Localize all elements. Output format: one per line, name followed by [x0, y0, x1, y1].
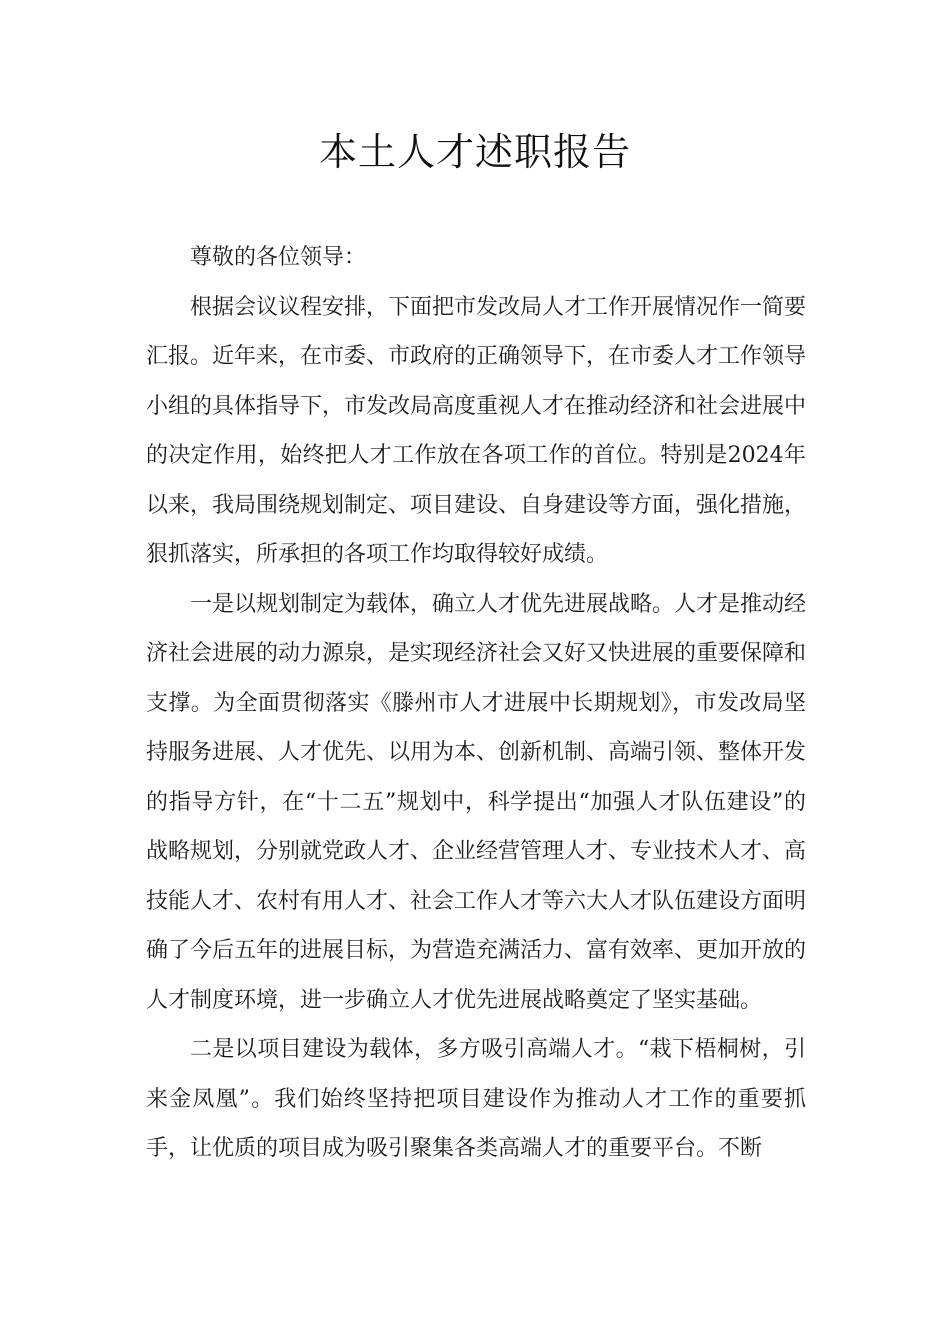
paragraph: 二是以项目建设为载体，多方吸引高端人才。“栽下梧桐树，引来金凤凰”。我们始终坚持把项目建设作为推动人才工作的重要抓手，让优质的项目成为吸引聚集各类高端人才的重要平台。不断 [146, 1037, 806, 1161]
paragraph: 根据会议议程安排，下面把市发改局人才工作开展情况作一简要汇报。近年来，在市委、市政府的正确领导下，在市委人才工作领导小组的具体指导下，市发改局高度重视人才在推动经济和社会进展中的决定作用，始终把人才工作放在各项工作的首位。特别是2024年以来，我局围绕规划制定、项目建设、自身建设等方面，强化措施，狠抓落实，所承担的各项工作均取得较好成绩。 [146, 294, 807, 567]
document-body [146, 233, 806, 1174]
paragraph: 一是以规划制定为载体，确立人才优先进展战略。人才是推动经济社会进展的动力源泉，是实现经济社会又好又快进展的重要保障和支撑。为全面贯彻落实《滕州市人才进展中长期规划》，市发改局坚持服务进展、人才优先、以用为本、创新机制、高端引领、整体开发的指导方针，在“十二五”规划中，科学提出“加强人才队伍建设”的战略规划，分别就党政人才、企业经营管理人才、专业技术人才、高技能人才、农村有用人才、社会工作人才等六大人才队伍建设方面明确了今后五年的进展目标，为营造充满活力、富有效率、更加开放的人才制度环境，进一步确立人才优先进展战略奠定了坚实基础。 [146, 591, 807, 1013]
document-title: 本土人才述职报告 [318, 130, 631, 174]
salutation: 尊敬的各位领导： [190, 245, 367, 270]
